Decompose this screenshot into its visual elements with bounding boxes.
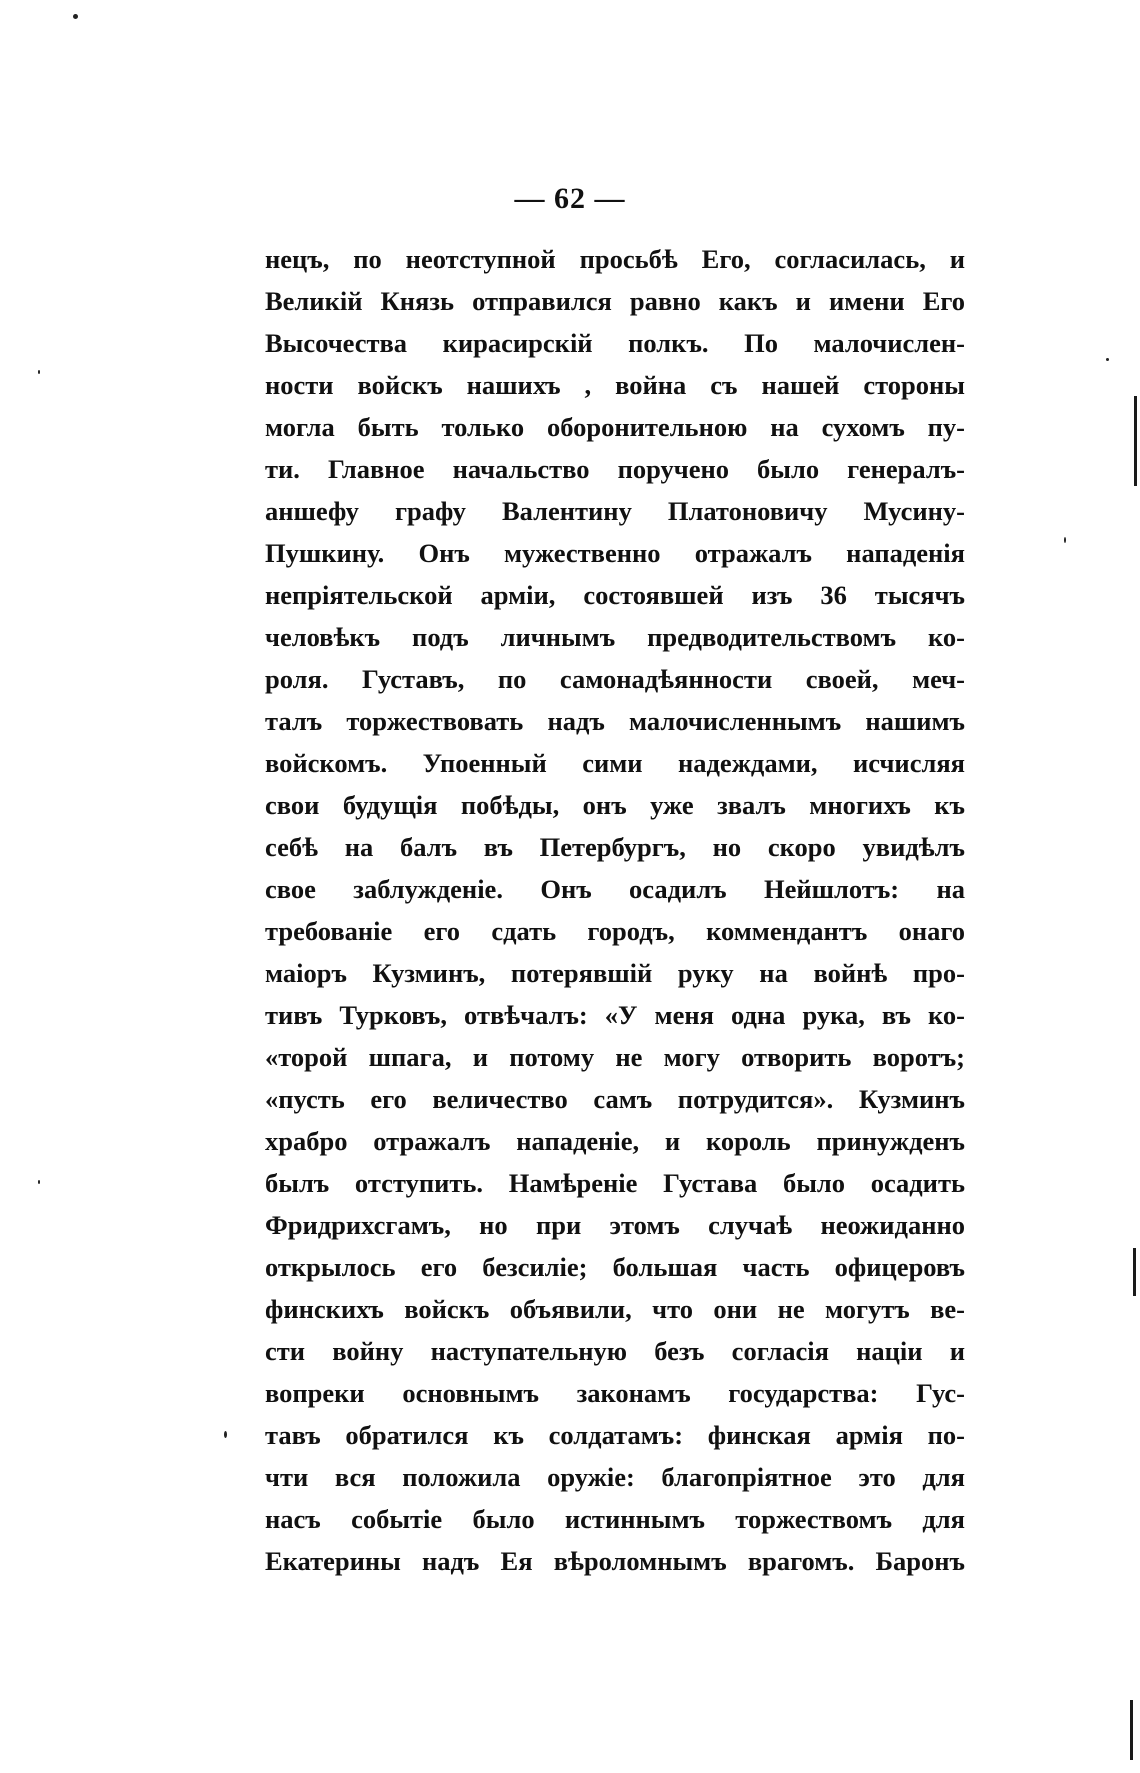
text-line: свои будущія побѣды, онъ уже звалъ многихъ къ bbox=[265, 790, 965, 820]
margin-mark bbox=[1133, 1248, 1136, 1296]
scan-speck bbox=[1106, 358, 1109, 361]
text-line: маіоръ Кузминъ, потерявшій руку на войнѣ про- bbox=[265, 958, 965, 988]
text-line: нецъ, по неотступной просьбѣ Его, согласилась, и bbox=[265, 244, 965, 274]
scan-speck bbox=[38, 1180, 40, 1184]
text-line: сти войну наступательную безъ согласія націи и bbox=[265, 1336, 965, 1366]
text-line: Фридрихсгамъ, но при этомъ случаѣ неожиданно bbox=[265, 1210, 965, 1240]
text-line: тавъ обратился къ солдатамъ: финская армія по- bbox=[265, 1420, 965, 1450]
text-line: могла быть только оборонительною на сухомъ пу- bbox=[265, 412, 965, 442]
text-line: Высочества кирасирскій полкъ. По малочислен- bbox=[265, 328, 965, 358]
text-line: открылось его безсиліе; большая часть офицеровъ bbox=[265, 1252, 965, 1282]
text-line: войскомъ. Упоенный сими надеждами, исчисляя bbox=[265, 748, 965, 778]
text-line: непріятельской арміи, состоявшей изъ 36 тысячъ bbox=[265, 580, 965, 610]
page-number: — 62 — bbox=[514, 182, 626, 215]
text-line: себѣ на балъ въ Петербургъ, но скоро увидѣлъ bbox=[265, 832, 965, 862]
text-line: талъ торжествовать надъ малочисленнымъ нашимъ bbox=[265, 706, 965, 736]
scan-speck bbox=[73, 14, 78, 19]
text-line: роля. Густавъ, по самонадѣянности своей, меч- bbox=[265, 664, 965, 694]
text-line: храбро отражалъ нападеніе, и король принужденъ bbox=[265, 1126, 965, 1156]
text-line: ности войскъ нашихъ , война съ нашей стороны bbox=[265, 370, 965, 400]
body-text bbox=[265, 238, 965, 1582]
margin-mark bbox=[1130, 1700, 1133, 1760]
text-line: свое заблужденіе. Онъ осадилъ Нейшлотъ: на bbox=[265, 874, 965, 904]
margin-mark bbox=[1134, 396, 1137, 486]
text-line: ти. Главное начальство поручено было генералъ- bbox=[265, 454, 965, 484]
text-line: аншефу графу Валентину Платоновичу Мусину- bbox=[265, 496, 965, 526]
text-line: тивъ Турковъ, отвѣчалъ: «У меня одна рука, въ ко- bbox=[265, 1000, 965, 1030]
text-line: вопреки основнымъ законамъ государства: Гус- bbox=[265, 1378, 965, 1408]
text-line: требованіе его сдать городъ, коммендантъ онаго bbox=[265, 916, 965, 946]
scan-speck bbox=[38, 370, 40, 374]
text-line: Великій Князь отправился равно какъ и имени Его bbox=[265, 286, 965, 316]
text-line: человѣкъ подъ личнымъ предводительствомъ ко- bbox=[265, 622, 965, 652]
scan-speck bbox=[224, 1431, 227, 1438]
text-line: Пушкину. Онъ мужественно отражалъ нападенія bbox=[265, 538, 965, 568]
text-line: насъ событіе было истиннымъ торжествомъ для bbox=[265, 1504, 965, 1534]
text-line: чти вся положила оружіе: благопріятное это для bbox=[265, 1462, 965, 1492]
text-line: былъ отступить. Намѣреніе Густава было осадить bbox=[265, 1168, 965, 1198]
scan-speck bbox=[1064, 537, 1066, 543]
text-line: финскихъ войскъ объявили, что они не могутъ ве- bbox=[265, 1294, 965, 1324]
text-line: «торой шпага, и потому не могу отворить воротъ; bbox=[265, 1042, 965, 1072]
text-line: «пусть его величество самъ потрудится». Кузминъ bbox=[265, 1084, 965, 1114]
text-line: Екатерины надъ Ея вѣроломнымъ врагомъ. Баронъ bbox=[265, 1546, 965, 1576]
